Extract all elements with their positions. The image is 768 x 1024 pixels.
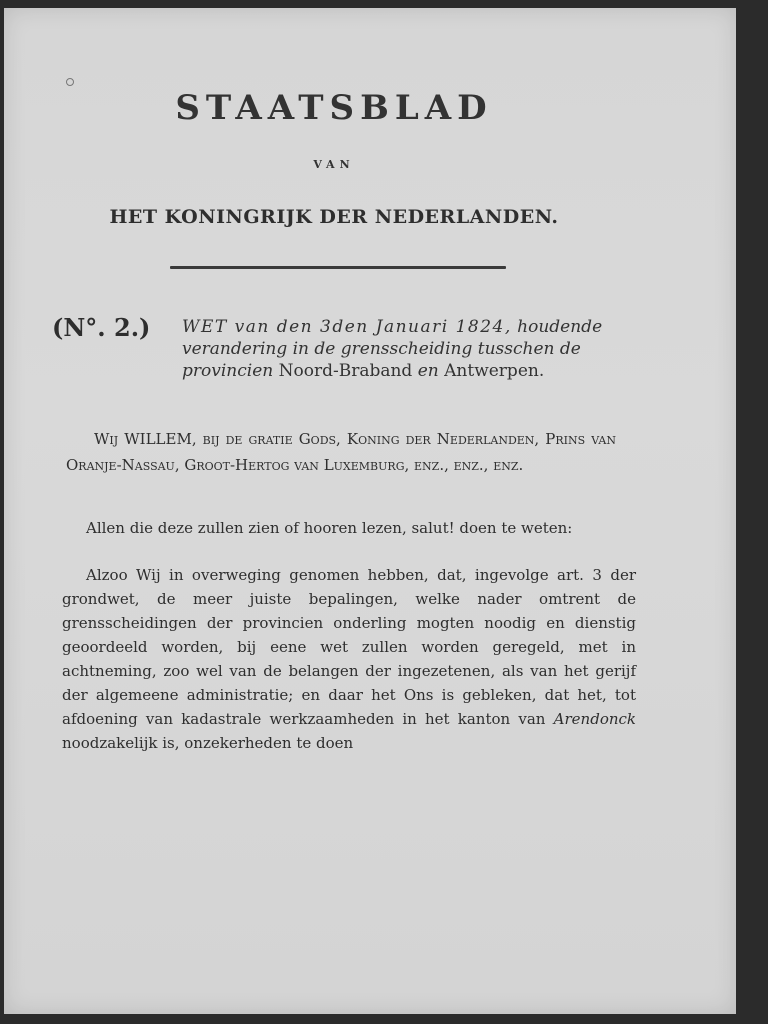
law-number: (N°. 2.) — [52, 313, 151, 342]
kingdom-heading: HET KONINGRIJK DER NEDERLANDEN. — [109, 206, 559, 228]
greeting-paragraph: Allen die deze zullen zien of hooren lezen, salut! doen te weten: — [86, 519, 573, 537]
law-title-date: WET van den 3den Januari 1824, — [182, 317, 512, 337]
page-title: STAATSBLAD — [175, 88, 493, 128]
law-title-place-1: Noord-Braband — [278, 361, 413, 381]
main-text-after: noodzakelijk is, onzekerheden te doen — [62, 734, 354, 752]
main-text-place: Arendonck — [553, 710, 636, 728]
main-text-before: Alzoo Wij in overweging genomen hebben, dat, ingevolge art. 3 der grondwet, de meer juiste bepalingen, welke nader omtrent de grensscheidingen der provincien onderling mogten noodig en dienstig geoordeeld worden, bij eene wet zullen worden geregeld, met in achtneming, zoo wel van de belangen der ingezetenen, als van het gerijf der algemeene administratie; en daar het Ons is gebleken, dat het, tot afdoening van kadastrale werkzaamheden in het kanton van — [62, 566, 636, 728]
van-label: VAN — [313, 158, 355, 171]
law-title — [182, 316, 624, 382]
law-title-connector: en — [417, 361, 439, 381]
decorative-rule — [170, 266, 506, 269]
law-title-subject: houdende verandering in de grensscheiding tusschen de provincien — [182, 317, 603, 381]
main-paragraph — [62, 563, 636, 755]
document-page — [4, 8, 736, 1014]
page-mark — [66, 78, 74, 86]
royal-preamble: Wij WILLEM, bij de gratie Gods, Koning der Nederlanden, Prins van Oranje-Nassau, Groot-Hertog van Luxemburg, enz., enz., enz. — [66, 430, 616, 474]
law-title-place-2: Antwerpen. — [444, 361, 545, 381]
